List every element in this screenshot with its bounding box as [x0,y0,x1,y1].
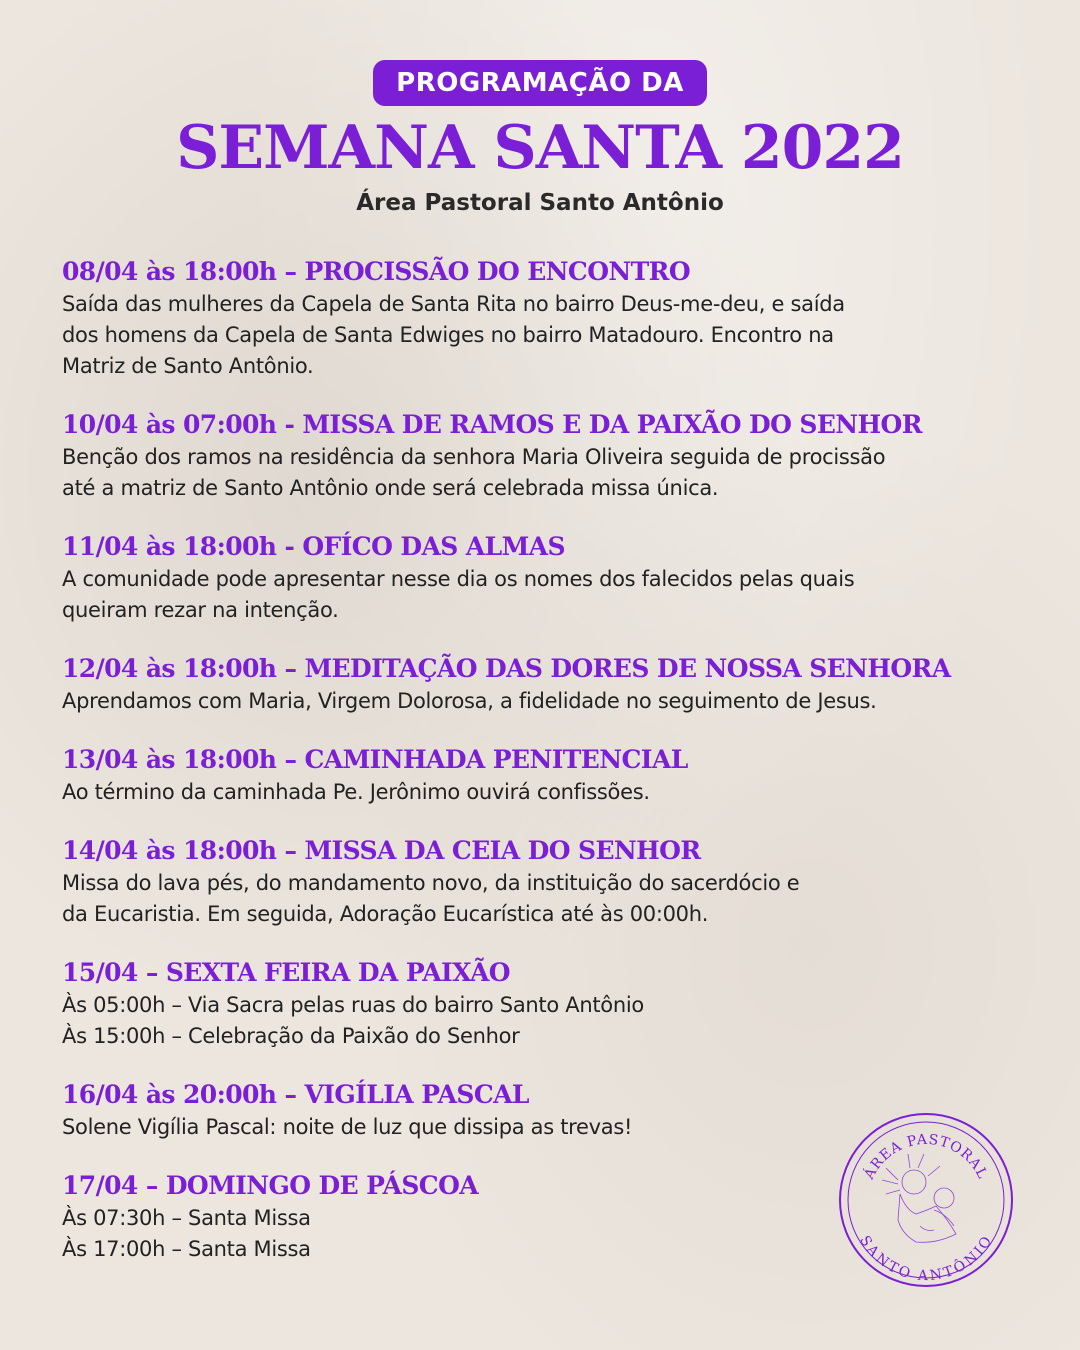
event-title: 13/04 às 18:00h – CAMINHADA PENITENCIAL [62,745,688,774]
page-title: SEMANA SANTA 2022 [176,113,904,183]
event-description-line: Às 07:30h – Santa Missa [62,1206,311,1230]
event-description-line: A comunidade pode apresentar nesse dia os nomes dos falecidos pelas quais [62,567,855,591]
event-description-line: Às 17:00h – Santa Missa [62,1237,311,1261]
event-description-line: queiram rezar na intenção. [62,598,339,622]
event-description-line: Missa do lava pés, do mandamento novo, da instituição do sacerdócio e [62,871,800,895]
event-description-line: até a matriz de Santo Antônio onde será celebrada missa única. [62,476,719,500]
seal-bottom-text: SANTO ANTÔNIO [856,1232,996,1284]
svg-text:ÁREA PASTORAL [859,1132,990,1183]
event-item [62,743,1042,808]
event-description-line: Ao término da caminhada Pe. Jerônimo ouvirá confissões. [62,780,650,804]
event-title: 10/04 às 07:00h - MISSA DE RAMOS E DA PAIXÃO DO SENHOR [62,410,922,439]
event-description-line: Benção dos ramos na residência da senhora Maria Oliveira seguida de procissão [62,445,886,469]
event-title: 14/04 às 18:00h – MISSA DA CEIA DO SENHOR [62,836,701,865]
event-description-line: Às 15:00h – Celebração da Paixão do Senhor [62,1024,520,1048]
event-title: 11/04 às 18:00h - OFÍCO DAS ALMAS [62,532,565,561]
pastoral-seal-logo [836,1110,1016,1290]
event-title: 17/04 – DOMINGO DE PÁSCOA [62,1171,479,1200]
event-item [62,255,1042,382]
page-subtitle: Área Pastoral Santo Antônio [356,190,724,216]
event-item [62,834,1042,930]
event-description-line: Matriz de Santo Antônio. [62,354,314,378]
event-item [62,652,1042,717]
seal-top-text: ÁREA PASTORAL [861,1131,991,1182]
event-title: 16/04 às 20:00h – VIGÍLIA PASCAL [62,1080,529,1109]
event-title: 08/04 às 18:00h – PROCISSÃO DO ENCONTRO [62,257,691,286]
svg-text:SANTO ANTÔNIO [857,1233,996,1284]
event-title: 15/04 – SEXTA FEIRA DA PAIXÃO [62,958,510,987]
event-description-line: dos homens da Capela de Santa Edwiges no bairro Matadouro. Encontro na [62,323,834,347]
event-description-line: Às 05:00h – Via Sacra pelas ruas do bairro Santo Antônio [62,993,644,1017]
event-item [62,530,1042,626]
event-title: 12/04 às 18:00h – MEDITAÇÃO DAS DORES DE NOSSA SENHORA [62,654,951,683]
seal-graphic [836,1110,1016,1290]
event-description-line: Solene Vigília Pascal: noite de luz que dissipa as trevas! [62,1115,633,1139]
programacao-pill: PROGRAMAÇÃO DA [373,60,707,106]
event-description-line: Aprendamos com Maria, Virgem Dolorosa, a fidelidade no seguimento de Jesus. [62,689,877,713]
event-description-line: da Eucaristia. Em seguida, Adoração Eucarística até às 00:00h. [62,902,709,926]
event-item [62,956,1042,1052]
event-description-line: Saída das mulheres da Capela de Santa Rita no bairro Deus-me-deu, e saída [62,292,845,316]
event-item [62,408,1042,504]
